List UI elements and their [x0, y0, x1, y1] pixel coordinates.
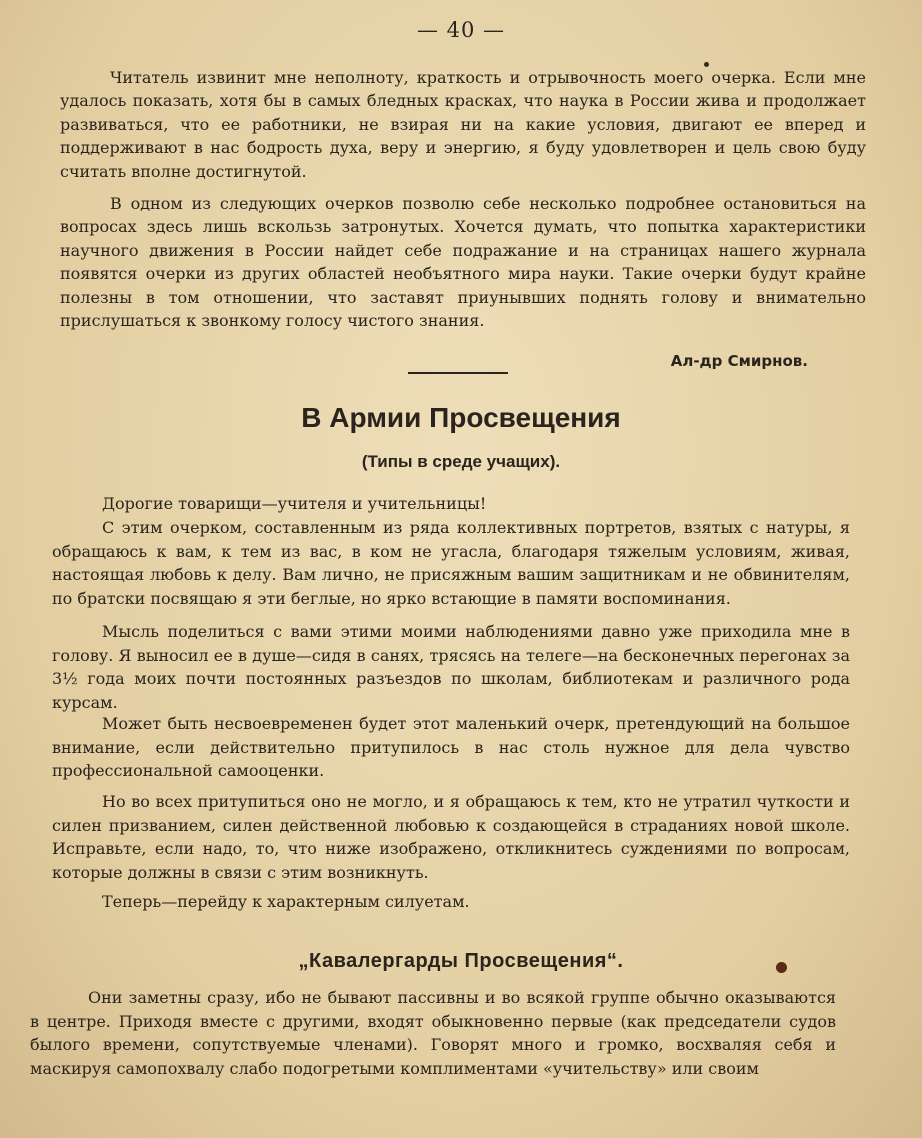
section-title: „Кавалергарды Просвещения“. — [298, 950, 624, 972]
paragraph-dedication: С этим очерком, составленным из ряда коллективных портретов, взятых с натуры, я обращаюсь к вам, к тем из вас, в ком не угасла, благодаря тяжелым условиям, живая, настоящая любовь к делу. Вам лично, не присяжным вашим защитникам и не обвинителям, по братски посвящаю я эти беглые, но ярко встающие в памяти воспоминания. — [52, 518, 850, 608]
greeting-line: Дорогие товарищи—учителя и учительницы! — [102, 494, 487, 513]
author-signature: Ал-др Смирнов. — [670, 352, 808, 370]
paragraph-next-essays: В одном из следующих очерков позволю себе несколько подробнее остановиться на вопросах здесь лишь вскользь затронутых. Хочется думать, что попытка характеристики научного движения в России найдет себе подражание и на страницах нашего журнала появятся очерки из других областей необъятного мира науки. Такие очерки будут крайне полезны в том отношении, что заставят приунывших поднять голову и внимательно прислушаться к звонкому голосу чистого знания. — [60, 194, 866, 331]
paragraph-appeal: Но во всех притупиться оно не могло, и я обращаюсь к тем, кто не утратил чуткости и силен призванием, силен действенной любовью к создающейся в страданиях новой школе. Исправьте, если надо, то, что ниже изображено, откликнитесь суждениями по вопросам, которые должны в связи с этим возникнуть. — [52, 792, 850, 882]
paragraph-transition: Теперь—перейду к характерным силуетам. — [102, 892, 470, 911]
paragraph-conclusion: Читатель извинит мне неполноту, краткость и отрывочность моего очерка. Если мне удалось показать, хотя бы в самых бледных красках, что наука в России жива и продолжает развиваться, что ее работники, не взирая ни на какие условия, двигают ее вперед и поддерживают в нас бодрость духа, веру и энергию, я буду удовлетворен и цель свою буду считать вполне достигнутой. — [60, 68, 866, 181]
section-divider — [408, 372, 508, 374]
ink-speck — [704, 62, 709, 67]
article-subheading: (Типы в среде учащих). — [361, 452, 561, 471]
paragraph-cavalry-guards: Они заметны сразу, ибо не бывают пассивны и во всякой группе обычно оказываются в центре. Приходя вместе с другими, входят обыкновенно первые (как председатели судов былого времени, сопутствуемые членами). Говорят много и громко, восхваляя себя и маскируя самопохвалу слабо подогретыми комплиментами «учительству» или своим — [30, 988, 836, 1078]
ink-blot — [776, 962, 787, 973]
paragraph-untimely: Может быть несвоевременен будет этот маленький очерк, претендующий на большое внимание, если действительно притупилось в нас столь нужное для дела чувство профессиональной самооценки. — [52, 714, 850, 781]
paragraph-idea: Мысль поделиться с вами этими моими наблюдениями давно уже приходила мне в голову. Я выносил ее в душе—сидя в санях, трясясь на телеге—на бесконечных перегонах за 3½ года моих почти постоянных разъездов по школам, библиотекам и различного рода курсам. — [52, 622, 850, 712]
article-heading: В Армии Просвещения — [301, 402, 621, 433]
page-number: — 40 — — [416, 18, 506, 42]
